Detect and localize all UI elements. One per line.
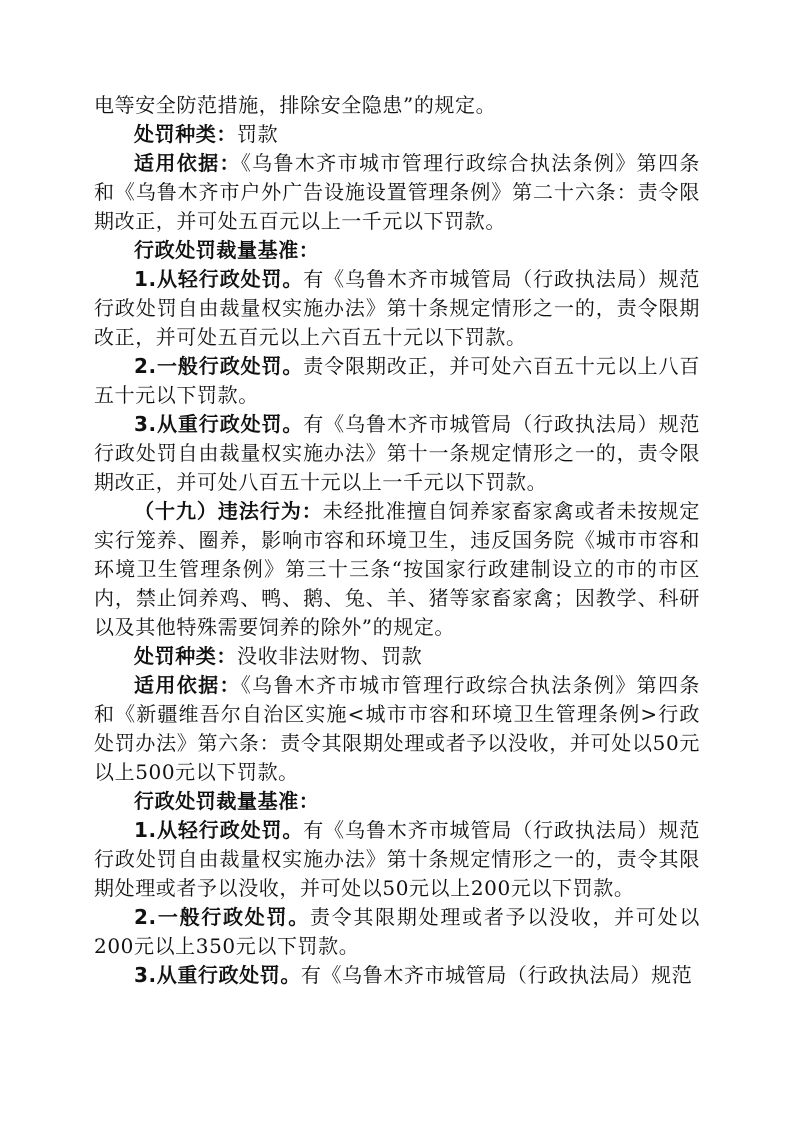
general-penalty-paragraph: [94, 903, 700, 961]
penalty-type-label: 处罚种类：: [134, 122, 237, 146]
legal-basis-text: 《乌鲁木齐市城市管理行政综合执法条例》第四条和《新疆维吾尔自治区实施<城市市容和环境卫生管理条例>行政处罚办法》第六条：责令其限期处理或者予以没收，并可处以50元以上500元以下罚款。: [94, 673, 701, 784]
heavier-penalty-text: 有《乌鲁木齐市城管局（行政执法局）规范: [300, 963, 693, 987]
legal-basis-paragraph: [94, 671, 700, 787]
lighter-penalty-text: 有《乌鲁木齐市城管局（行政执法局）规范行政处罚自由裁量权实施办法》第十条规定情形之一的，责令限期改正，并可处五百元以上六百五十元以下罚款。: [94, 267, 700, 349]
paragraph-continuation: [94, 91, 700, 120]
discretion-standard-label: 行政处罚裁量基准：: [134, 238, 320, 262]
general-penalty-text: 责令其限期处理或者予以没收，并可处以200元以上350元以下罚款。: [94, 905, 700, 958]
heavier-penalty-paragraph: [94, 961, 700, 990]
penalty-type-text: 没收非法财物、罚款: [237, 644, 423, 668]
heavier-penalty-label: 3.从重行政处罚。: [134, 963, 301, 987]
penalty-type-paragraph: [94, 642, 700, 671]
violation-19-text: 未经批准擅自饲养家畜家禽或者未按规定实行笼养、圈养，影响市容和环境卫生，违反国务院《城市市容和环境卫生管理条例》第三十三条“按国家行政建制设立的市的市区内，禁止饲养鸡、鸭、鹅、兔、羊、猪等家畜家禽；因教学、科研以及其他特殊需要饲养的除外”的规定。: [94, 499, 700, 639]
heavier-penalty-label: 3.从重行政处罚。: [134, 412, 304, 436]
discretion-standard-heading: [94, 787, 700, 816]
lighter-penalty-paragraph: [94, 816, 700, 903]
heavier-penalty-paragraph: [94, 410, 700, 497]
legal-basis-label: 适用依据：: [134, 673, 241, 697]
discretion-standard-heading: [94, 236, 700, 265]
lighter-penalty-label: 1.从轻行政处罚。: [134, 267, 304, 291]
general-penalty-label: 2.一般行政处罚。: [134, 905, 310, 929]
heavier-penalty-text: 有《乌鲁木齐市城管局（行政执法局）规范行政处罚自由裁量权实施办法》第十一条规定情形之一的，责令限期改正，并可处八百五十元以上一千元以下罚款。: [94, 412, 700, 494]
lighter-penalty-label: 1.从轻行政处罚。: [134, 818, 304, 842]
discretion-standard-label: 行政处罚裁量基准：: [134, 789, 320, 813]
general-penalty-label: 2.一般行政处罚。: [134, 354, 304, 378]
paragraph-text: 电等安全防范措施，排除安全隐患”的规定。: [94, 93, 497, 117]
legal-basis-paragraph: [94, 149, 700, 236]
lighter-penalty-text: 有《乌鲁木齐市城管局（行政执法局）规范行政处罚自由裁量权实施办法》第十条规定情形之一的，责令其限期处理或者予以没收，并可处以50元以上200元以下罚款。: [94, 818, 700, 900]
legal-basis-label: 适用依据：: [134, 151, 241, 175]
violation-19-paragraph: [94, 497, 700, 642]
lighter-penalty-paragraph: [94, 265, 700, 352]
document-page: [94, 91, 700, 990]
penalty-type-paragraph: [94, 120, 700, 149]
violation-19-label: （十九）违法行为：: [134, 499, 323, 523]
penalty-type-text: 罚款: [237, 122, 279, 146]
legal-basis-text: 《乌鲁木齐市城市管理行政综合执法条例》第四条和《乌鲁木齐市户外广告设施设置管理条例》第二十六条：责令限期改正，并可处五百元以上一千元以下罚款。: [94, 151, 701, 233]
penalty-type-label: 处罚种类：: [134, 644, 237, 668]
general-penalty-paragraph: [94, 352, 700, 410]
general-penalty-text: 责令限期改正，并可处六百五十元以上八百五十元以下罚款。: [94, 354, 700, 407]
